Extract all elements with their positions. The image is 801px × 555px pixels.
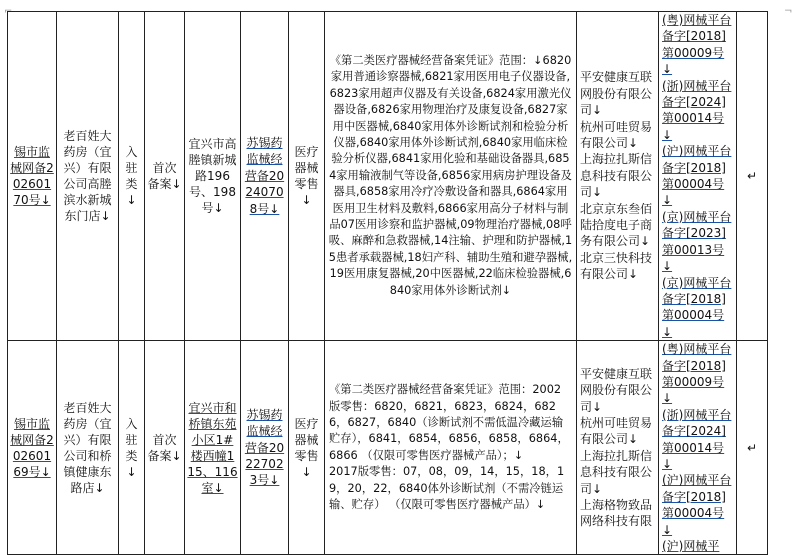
platform-name: 北京京东叁佰陆拾度电子商务有限公司↓ bbox=[580, 201, 653, 249]
filing-type-cell: 首次备案↓ bbox=[145, 12, 185, 341]
platform-record: (京)网械平台备字[2023]第00013号↓ bbox=[662, 209, 732, 274]
scope-cell bbox=[325, 341, 577, 555]
row-end-mark: ↵ bbox=[746, 440, 758, 455]
platform-record: (沪)网械平台备字[2018]第00004号↓ bbox=[662, 144, 732, 208]
platform-record: (浙)网械平台备字[2024]第00014号↓ bbox=[662, 407, 732, 471]
platform-cell bbox=[577, 12, 659, 341]
category-cell: 入驻类↓ bbox=[119, 341, 145, 555]
row-end-mark: ↵ bbox=[746, 169, 758, 184]
platform-record-cell bbox=[659, 341, 737, 555]
filing-table bbox=[7, 11, 768, 555]
filing-type-cell: 首次备案↓ bbox=[145, 341, 185, 555]
platform-name: 杭州可哇贸易有限公司↓ bbox=[580, 415, 653, 447]
table-row bbox=[8, 12, 768, 341]
platform-name: 上海格物致品网络科技有限 bbox=[580, 497, 653, 529]
platform-record: (沪)网械平 bbox=[662, 539, 720, 553]
scope-cell bbox=[325, 12, 577, 341]
bureau-record-cell: 锡市监械网备20260169号↓ bbox=[8, 341, 57, 555]
platform-record: (浙)网械平台备字[2024]第00014号↓ bbox=[662, 78, 732, 142]
license-record-cell: 苏锡药监械经营备20227023号↓ bbox=[241, 341, 289, 555]
platform-record: (沪)网械平台备字[2018]第00004号↓ bbox=[662, 473, 732, 537]
business-type-cell: 医疗器械零售↓ bbox=[289, 12, 325, 341]
category-cell: 入驻类↓ bbox=[119, 12, 145, 341]
bureau-record-cell: 锡市监械网备20260170号↓ bbox=[8, 12, 57, 341]
company-cell: 老百姓大药房（宜兴）有限公司和桥镇健康东路店↓ bbox=[57, 341, 119, 555]
scope-paragraph: 《第二类医疗器械经营备案凭证》范围：↓6820家用普通诊察器械,6821家用医用电子仪器设备,6823家用超声仪器及有关设备,6824家用激光仪器设备,6826家用物理治疗及康复设备,6827家用中医器械,6840家用体外诊断试剂和检验分析仪器,6840家用体外诊断试剂,6840家用临床检验分析仪器,6841家用化验和基础设备器具,6854家用输液制气等设备,6856家用病房护理设备及器具,6858家用冷疗冷敷设备和器具,6864家用医用卫生材料及敷料,6866家用高分子材料与制品07医用诊察和监护器械,09物理治疗器械,08呼吸、麻醉和急救器械,14注输、护理和防护器械,15患者承载器械,18妇产科、辅助生殖和避孕器械,19医用康复器械,20中医器械,22临床检验器械,6840家用体外诊断试剂↓ bbox=[328, 54, 573, 297]
platform-name: 北京三快科技有限公司↓ bbox=[580, 250, 653, 282]
platform-name: 平安健康互联网股份有限公司↓ bbox=[580, 366, 653, 414]
platform-cell bbox=[577, 341, 659, 555]
platform-record: (粤)网械平台备字[2018]第00009号↓ bbox=[662, 342, 732, 406]
address-cell: 宜兴市和桥镇东苑小区1#楼西幢115、116室↓ bbox=[185, 341, 241, 555]
table-row bbox=[8, 341, 768, 555]
address-cell: 宜兴市高塍镇新城路196号、198号↓ bbox=[185, 12, 241, 341]
scope-paragraph: 2017版零售：07，08，09，14，15，18，19，20，22，6840体外诊断试剂（不需冷链运输、贮存） （仅限可零售医疗器械产品）↓ bbox=[329, 465, 565, 511]
row-end-cell bbox=[737, 341, 768, 555]
platform-name: 平安健康互联网股份有限公司↓ bbox=[580, 70, 653, 118]
company-cell: 老百姓大药房（宜兴）有限公司高塍滨水新城东门店↓ bbox=[57, 12, 119, 341]
platform-name: 上海拉扎斯信息科技有限公司↓ bbox=[580, 152, 653, 200]
corner-mark-left: ⌐ bbox=[4, 6, 13, 17]
platform-name: 杭州可哇贸易有限公司↓ bbox=[580, 119, 653, 151]
corner-mark-right: ¬ bbox=[784, 6, 793, 17]
scope-paragraph: 《第二类医疗器械经营备案凭证》范围：2002版零售：6820，6821，6823，6824，6826，6827，6840（诊断试剂不需低温冷藏运输贮存），6841，6854，6856，6858，6864，6866 （仅限可零售医疗器械产品）；↓ bbox=[329, 383, 569, 462]
platform-record: (粤)网械平台备字[2018]第00009号↓ bbox=[662, 13, 732, 77]
license-record-cell: 苏锡药监械经营备20240708号↓ bbox=[241, 12, 289, 341]
platform-name: 上海拉扎斯信息科技有限公司↓ bbox=[580, 448, 653, 496]
row-end-cell bbox=[737, 12, 768, 341]
business-type-cell: 医疗器械零售↓ bbox=[289, 341, 325, 555]
platform-record-cell bbox=[659, 12, 737, 341]
platform-record: (京)网械平台备字[2018]第00004号↓ bbox=[662, 275, 732, 339]
